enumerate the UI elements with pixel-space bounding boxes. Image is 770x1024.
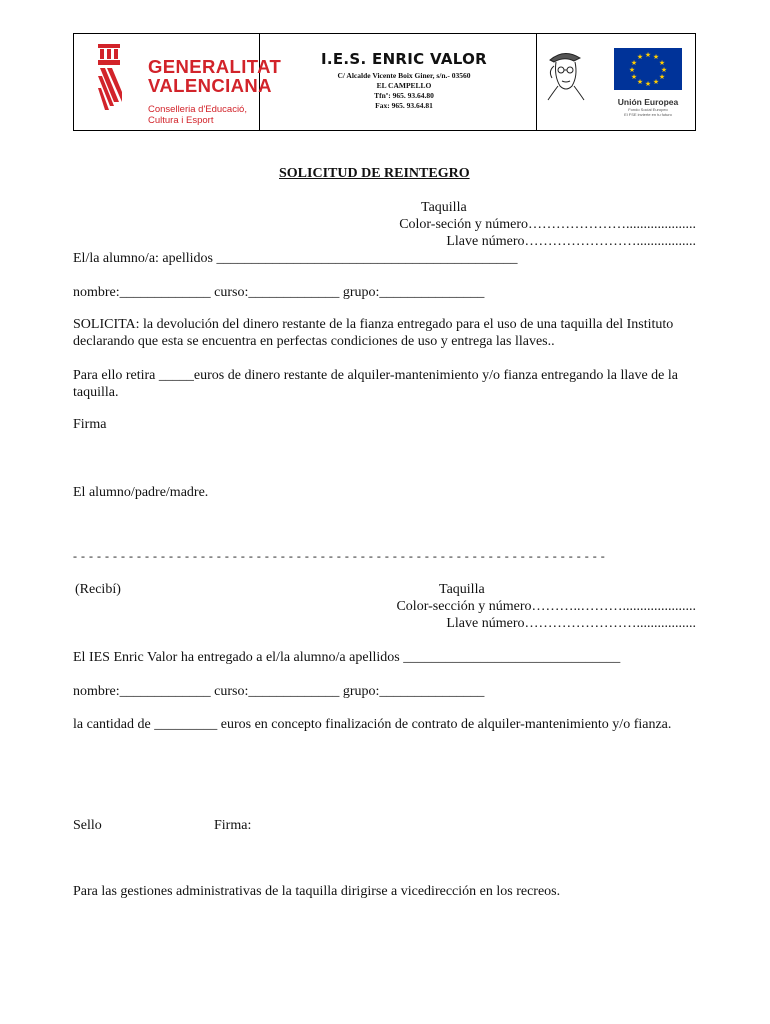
solicita-paragraph: SOLICITA: la devolución del dinero restante de la fianza entregado para el uso de una taquilla del Instituto declarando que esta se encuentra en perfectas condiciones de uso y entrega las llaves..: [73, 317, 674, 349]
llave-numero-field-2[interactable]: Llave número…………………….................: [446, 616, 696, 631]
taquilla-label-2: Taquilla: [439, 582, 485, 597]
school-address: C/ Alcalde Vicente Boix Giner, s/n.- 03560: [337, 71, 471, 80]
nombre-curso-grupo-field-2[interactable]: nombre:_____________ curso:_____________ grupo:_______________: [73, 684, 485, 699]
portrait-sketch-icon: [544, 46, 586, 101]
cut-line: - - - - - - - - - - - - - - - - - - - - - - - - - - - - - - - - - - - - - - - - - - - - - - - - - - - - - - - - - - - - - - - - - - -: [73, 549, 606, 563]
school-fax: Fax: 965. 93.64.81: [375, 101, 433, 110]
retira-paragraph: Para ello retira _____euros de dinero restante de alquiler-mantenimiento y/o fianza entregando la llave de la taquilla.: [73, 368, 678, 400]
eu-logo: [614, 48, 682, 117]
school-info: [284, 50, 524, 111]
svg-text:★: ★: [644, 80, 652, 88]
svg-text:★: ★: [628, 66, 636, 74]
ies-entregado-field[interactable]: El IES Enric Valor ha entregado a el/la alumno/a apellidos _______________________________: [73, 650, 621, 665]
recibi-label: (Recibí): [75, 582, 121, 597]
svg-text:★: ★: [630, 59, 638, 67]
svg-text:★: ★: [658, 59, 666, 67]
svg-text:★: ★: [636, 78, 644, 86]
llave-numero-field[interactable]: Llave número…………………….................: [446, 234, 696, 249]
color-seccion-field[interactable]: Color-seción y número…………………....................: [399, 217, 696, 232]
school-name: I.E.S. ENRIC VALOR: [320, 50, 488, 68]
form-title: SOLICITUD DE REINTEGRO: [279, 166, 470, 181]
firma-label-2: Firma:: [214, 818, 252, 833]
color-seccion-field-2[interactable]: Color-sección y número………..……….....................: [396, 599, 696, 614]
eu-sub-1: Fondo Social Europeo: [628, 107, 668, 112]
school-town: EL CAMPELLO: [376, 81, 432, 90]
sello-label: Sello: [73, 818, 102, 833]
firma-label: Firma: [73, 417, 107, 432]
generalitat-emblem-icon: [94, 42, 124, 122]
svg-text:★: ★: [636, 53, 644, 61]
svg-text:★: ★: [660, 66, 668, 74]
svg-text:★: ★: [630, 73, 638, 81]
apellidos-field[interactable]: El/la alumno/a: apellidos ___________________________________________: [73, 251, 518, 266]
letterhead: [73, 33, 696, 131]
generalitat-logo: [94, 42, 282, 126]
eu-flag-icon: [614, 48, 682, 90]
svg-text:★: ★: [644, 51, 652, 59]
school-phone: Tfnº: 965. 93.64.80: [374, 91, 434, 100]
svg-text:★: ★: [652, 78, 660, 86]
nombre-curso-grupo-field[interactable]: nombre:_____________ curso:_____________ grupo:_______________: [73, 285, 485, 300]
svg-text:★: ★: [652, 53, 660, 61]
eu-sub-2: El FSE invierte en tu futuro: [624, 112, 672, 117]
header-divider: [536, 34, 537, 130]
svg-text:★: ★: [658, 73, 666, 81]
alumno-padre-label: El alumno/padre/madre.: [73, 485, 209, 500]
taquilla-label: Taquilla: [421, 200, 467, 215]
gestiones-note: Para las gestiones administrativas de la taquilla dirigirse a vicedirección en los recreos.: [73, 884, 561, 899]
org-name: GENERALITAT VALENCIANA: [148, 56, 282, 96]
org-department: Conselleria d'Educació, Cultura i Esport: [148, 104, 247, 126]
cantidad-paragraph: la cantidad de _________ euros en concepto finalización de contrato de alquiler-mantenimiento y/o fianza.: [73, 717, 672, 732]
eu-caption: Unión Europea: [617, 97, 679, 107]
